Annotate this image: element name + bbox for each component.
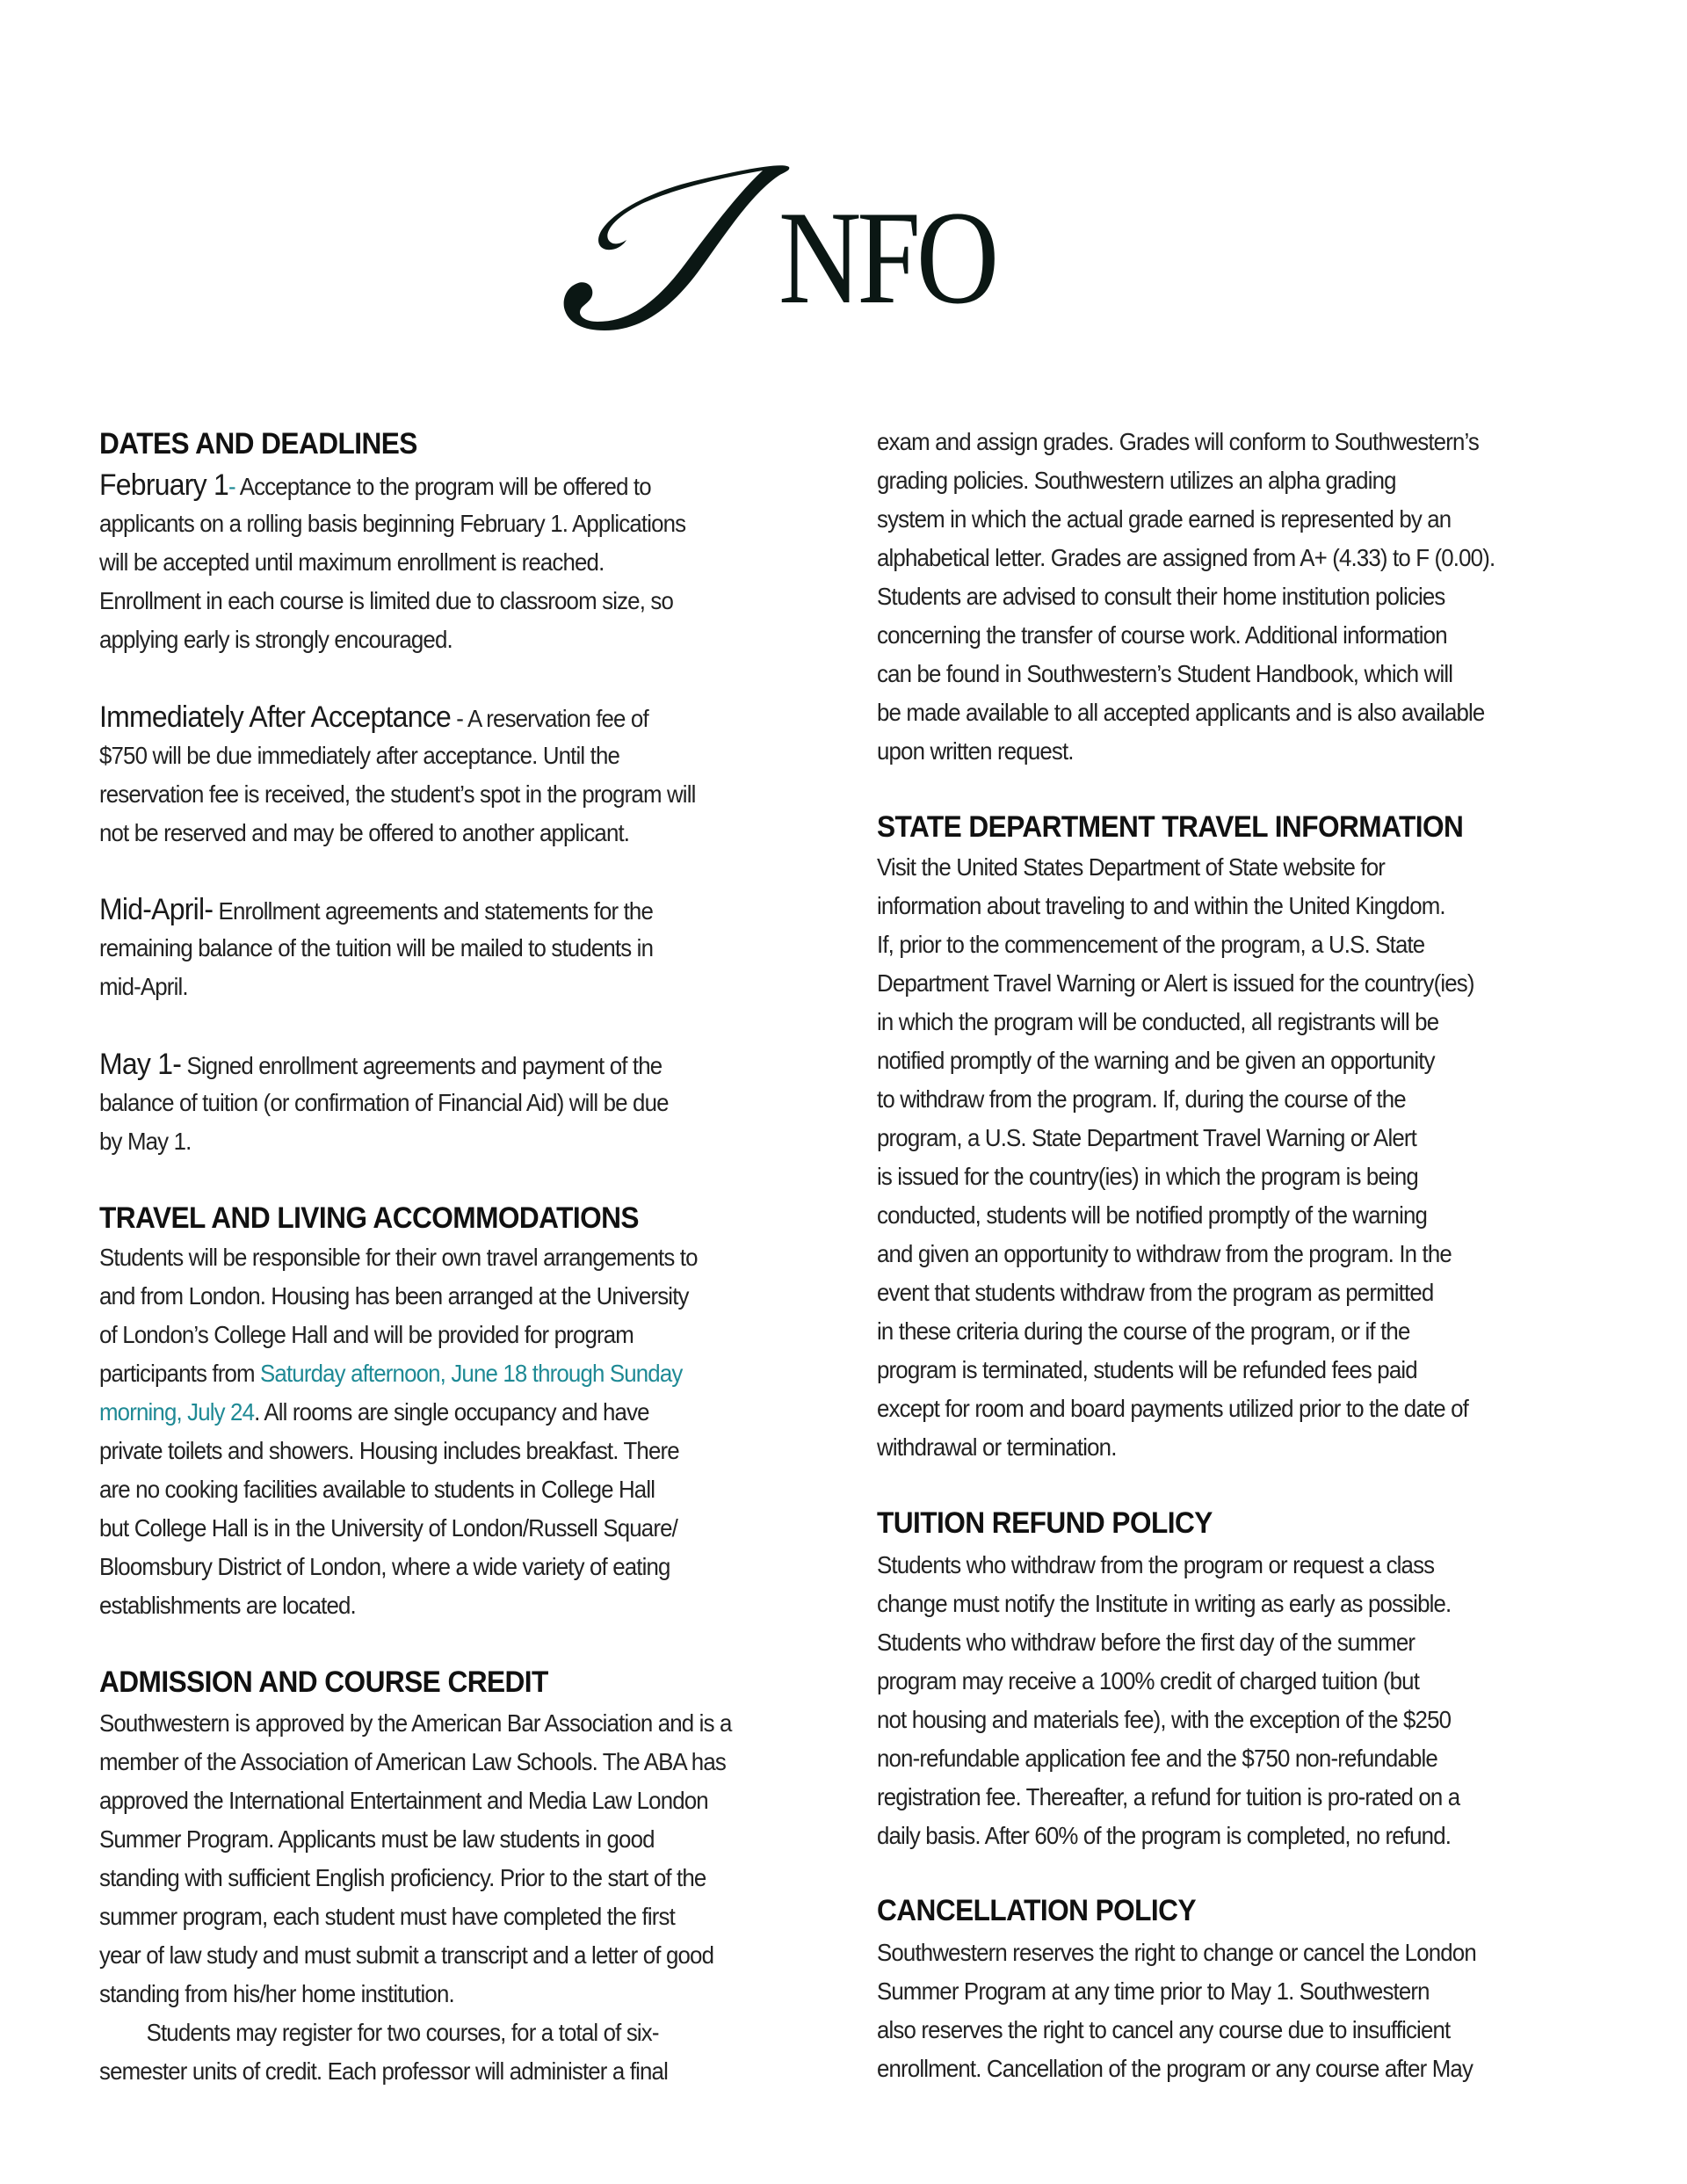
deadline-dash: - [172,1048,182,1081]
section-heading-dates: DATES AND DEADLINES [99,427,417,461]
deadline-date: February 1 [99,468,229,502]
admission-body-continued: exam and assign grades. Grades will conform to Southwestern’s grading policies. Southwestern utilizes an alpha grading system in which the actual grade earned is represented by an alphabetical letter. Grades are assigned from A+ (4.33) to F (0.00). Students are advised to consult their home institution policies concerning the transfer of course work. Additional information can be found in Southwestern’s Student Handbook, which will be made available to all accepted applicants and is also available upon written request. [877,428,1495,765]
deadline-entry-mid-april: Mid-April- Enrollment agreements and statements for the remaining balance of the tuition will be mailed to students in mid-April. [99,893,654,1000]
travel-body: Students will be responsible for their own travel arrangements to and from London. Housing has been arranged at the University of London’s College Hall and will be provided for program participants from Saturday afternoon, June 18 through Sunday morning, July 24. All rooms are single occupancy and have private toilets and showers. Housing includes breakfast. There are no cooking facilities available to students in College Hall but College Hall is in the University of London/Russell Square/ Bloomsbury District of London, where a wide variety of eating establishments are located. [99,1244,698,1619]
housing-dates-highlight: Saturday afternoon, June 18 through Sunday [260,1360,683,1387]
cancellation-body: Southwestern reserves the right to change or cancel the London Summer Program at any time prior to May 1. Southwestern also reserves the right to cancel any course due to insufficient enrollment. Cancellation of the program or any course after May [877,1939,1476,2082]
deadline-entry-february: February 1- Acceptance to the program will be offered to applicants on a rolling basis beginning February 1. Applications will be accepted until maximum enrollment is reached. Enrollment in each course is limited due to classroom size, so applying early is strongly encouraged. [99,468,686,653]
section-heading-travel: TRAVEL AND LIVING ACCOMMODATIONS [99,1201,639,1235]
deadline-entry-after-acceptance: Immediately After Acceptance - A reservation fee of $750 will be due immediately after acceptance. Until the reservation fee is received, the student’s spot in the program will not be reserved and may be offered to another applicant. [99,700,696,846]
deadline-date: Immediately After Acceptance [99,700,451,734]
section-heading-cancellation: CANCELLATION POLICY [877,1894,1196,1927]
title-text: NFO [778,184,996,331]
section-heading-tuition-refund: TUITION REFUND POLICY [877,1506,1213,1540]
tuition-refund-body: Students who withdraw from the program or request a class change must notify the Institute in writing as early as possible. Students who withdraw before the first day of the summer program may receive a 100% credit of charged tuition (but not housing and materials fee), with the exception of the $250 non-refundable application fee and the $750 non-refundable registration fee. Thereafter, a refund for tuition is pro-rated on a daily basis. After 60% of the program is completed, no refund. [877,1551,1460,1849]
page-title [562,158,1019,334]
deadline-dash: - [204,893,214,926]
deadline-date: May 1 [99,1048,173,1081]
state-department-body: Visit the United States Department of State website for information about traveling to and within the United Kingdom. If, prior to the commencement of the program, a U.S. State Department Travel Warning or Alert is issued for the country(ies) in which the program will be conducted, all registrants will be notified promptly of the warning and be given an opportunity to withdraw from the program. If, during the course of the program, a U.S. State Department Travel Warning or Alert is issued for the country(ies) in which the program is being conducted, students will be notified promptly of the warning and given an opportunity to withdraw from the program. In the event that students withdraw from the program as permitted in these criteria during the course of the program, or if the program is terminated, students will be refunded fees paid except for room and board payments utilized prior to the date of withdrawal or termination. [877,853,1474,1461]
housing-dates-highlight: morning, July 24 [99,1398,255,1426]
section-heading-admission: ADMISSION AND COURSE CREDIT [99,1665,548,1699]
section-heading-state-department: STATE DEPARTMENT TRAVEL INFORMATION [877,810,1464,844]
deadline-dash: - [228,473,235,500]
admission-body: Southwestern is approved by the American Bar Association and is a member of the Association of American Law Schools. The ABA has approved the International Entertainment and Media Law London Summer Program. Applicants must be law students in good standing with sufficient English proficiency. Prior to the start of the summer program, each student must have completed the first year of law study and must submit a transcript and a letter of good standing from his/her home institution. Students may register for two courses, for a total of six- semester units of credit. Each professor will administer a final [99,1709,732,2085]
deadline-dash: - [450,705,464,732]
deadline-date: Mid-April [99,893,205,926]
deadline-entry-may: May 1- Signed enrollment agreements and payment of the balance of tuition (or confirmation of Financial Aid) will be due by May 1. [99,1048,669,1155]
decorative-initial-j-icon [562,158,800,334]
